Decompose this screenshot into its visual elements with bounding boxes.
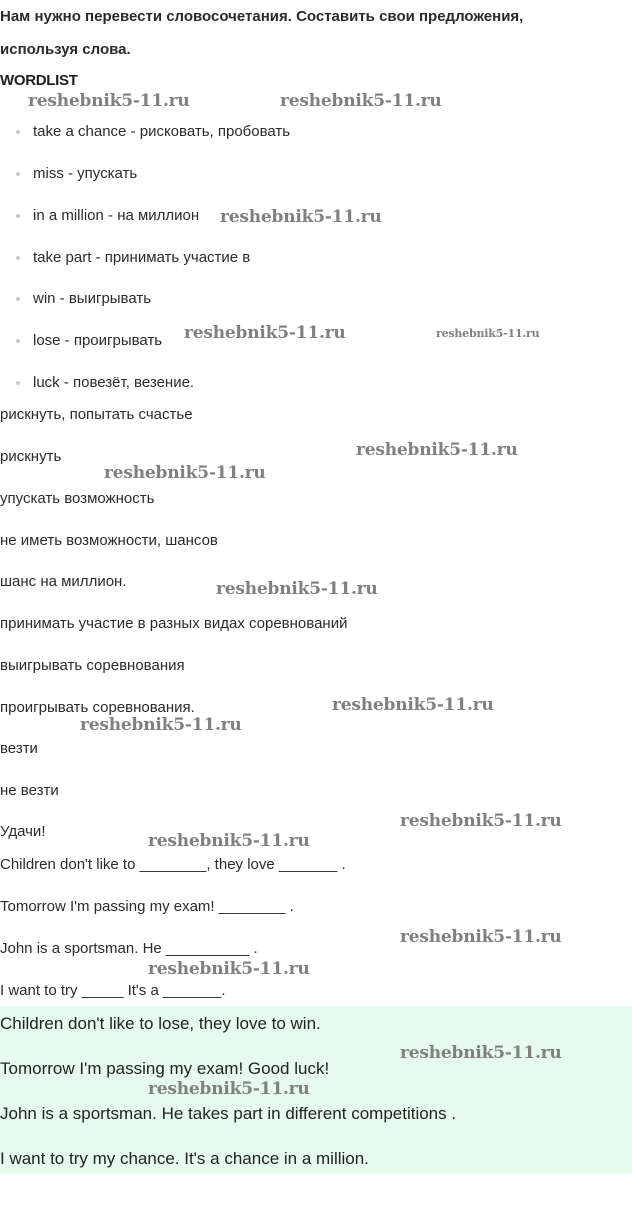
watermark: reshebnik5-11.ru [216,579,378,599]
phrase-line: не иметь возможности, шансов [0,532,218,549]
watermark: reshebnik5-11.ru [148,1079,310,1099]
watermark: reshebnik5-11.ru [400,1043,562,1063]
phrase-line: Удачи! [0,823,46,840]
exercise-sentence: Children don't like to ________, they love _______ . [0,856,346,873]
wordlist-item: miss - упускать [14,163,614,185]
exercise-sentence: Tomorrow I'm passing my exam! ________ . [0,898,294,915]
phrase-line: принимать участие в разных видах соревнований [0,615,348,632]
bullet-dot-icon [16,381,20,385]
wordlist-heading: WORDLIST [0,72,78,89]
bullet-dot-icon [16,214,20,218]
watermark: reshebnik5-11.ru [80,715,242,735]
exercise-sentence: John is a sportsman. He __________ . [0,940,258,957]
wordlist-item: in a million - на миллион [14,205,614,227]
bullet-dot-icon [16,130,20,134]
wordlist-item: take a chance - рисковать, пробовать [14,121,614,143]
phrase-line: шанс на миллион. [0,573,127,590]
watermark: reshebnik5-11.ru [332,695,494,715]
phrase-line: не везти [0,782,59,799]
wordlist-item: win - выигрывать [14,288,614,310]
phrase-line: выигрывать соревнования [0,657,185,674]
wordlist-item: luck - повезёт, везение. [14,372,614,394]
watermark: reshebnik5-11.ru [400,811,562,831]
answer-sentence: I want to try my chance. It's a chance in a million. [0,1149,369,1168]
answers-block [0,1006,632,1174]
watermark: reshebnik5-11.ru [220,207,382,227]
watermark: reshebnik5-11.ru [436,327,540,340]
answer-sentence: Children don't like to lose, they love to win. [0,1014,321,1033]
exercise-sentence: I want to try _____ It's a _______. [0,982,226,999]
bullet-dot-icon [16,172,20,176]
bullet-dot-icon [16,256,20,260]
phrase-line: рискнуть, попытать счастье [0,406,193,423]
watermark: reshebnik5-11.ru [104,463,266,483]
answer-sentence: John is a sportsman. He takes part in different competitions . [0,1104,457,1123]
watermark: reshebnik5-11.ru [356,440,518,460]
watermark: reshebnik5-11.ru [148,831,310,851]
phrase-line: проигрывать соревнования. [0,699,195,716]
watermark: reshebnik5-11.ru [280,91,442,111]
bullet-dot-icon [16,297,20,301]
watermark: reshebnik5-11.ru [184,323,346,343]
phrase-line: упускать возможность [0,490,155,507]
bullet-dot-icon [16,339,20,343]
watermark: reshebnik5-11.ru [28,91,190,111]
wordlist-item: take part - принимать участие в [14,247,614,269]
wordlist-item: lose - проигрывать [14,330,614,352]
watermark: reshebnik5-11.ru [400,927,562,947]
phrase-line: везти [0,740,38,757]
task-instruction-line-2: используя слова. [0,41,131,58]
task-instruction-line-1: Нам нужно перевести словосочетания. Составить свои предложения, [0,8,524,25]
phrase-line: рискнуть [0,448,62,465]
answer-sentence: Tomorrow I'm passing my exam! Good luck! [0,1059,330,1078]
watermark: reshebnik5-11.ru [148,959,310,979]
